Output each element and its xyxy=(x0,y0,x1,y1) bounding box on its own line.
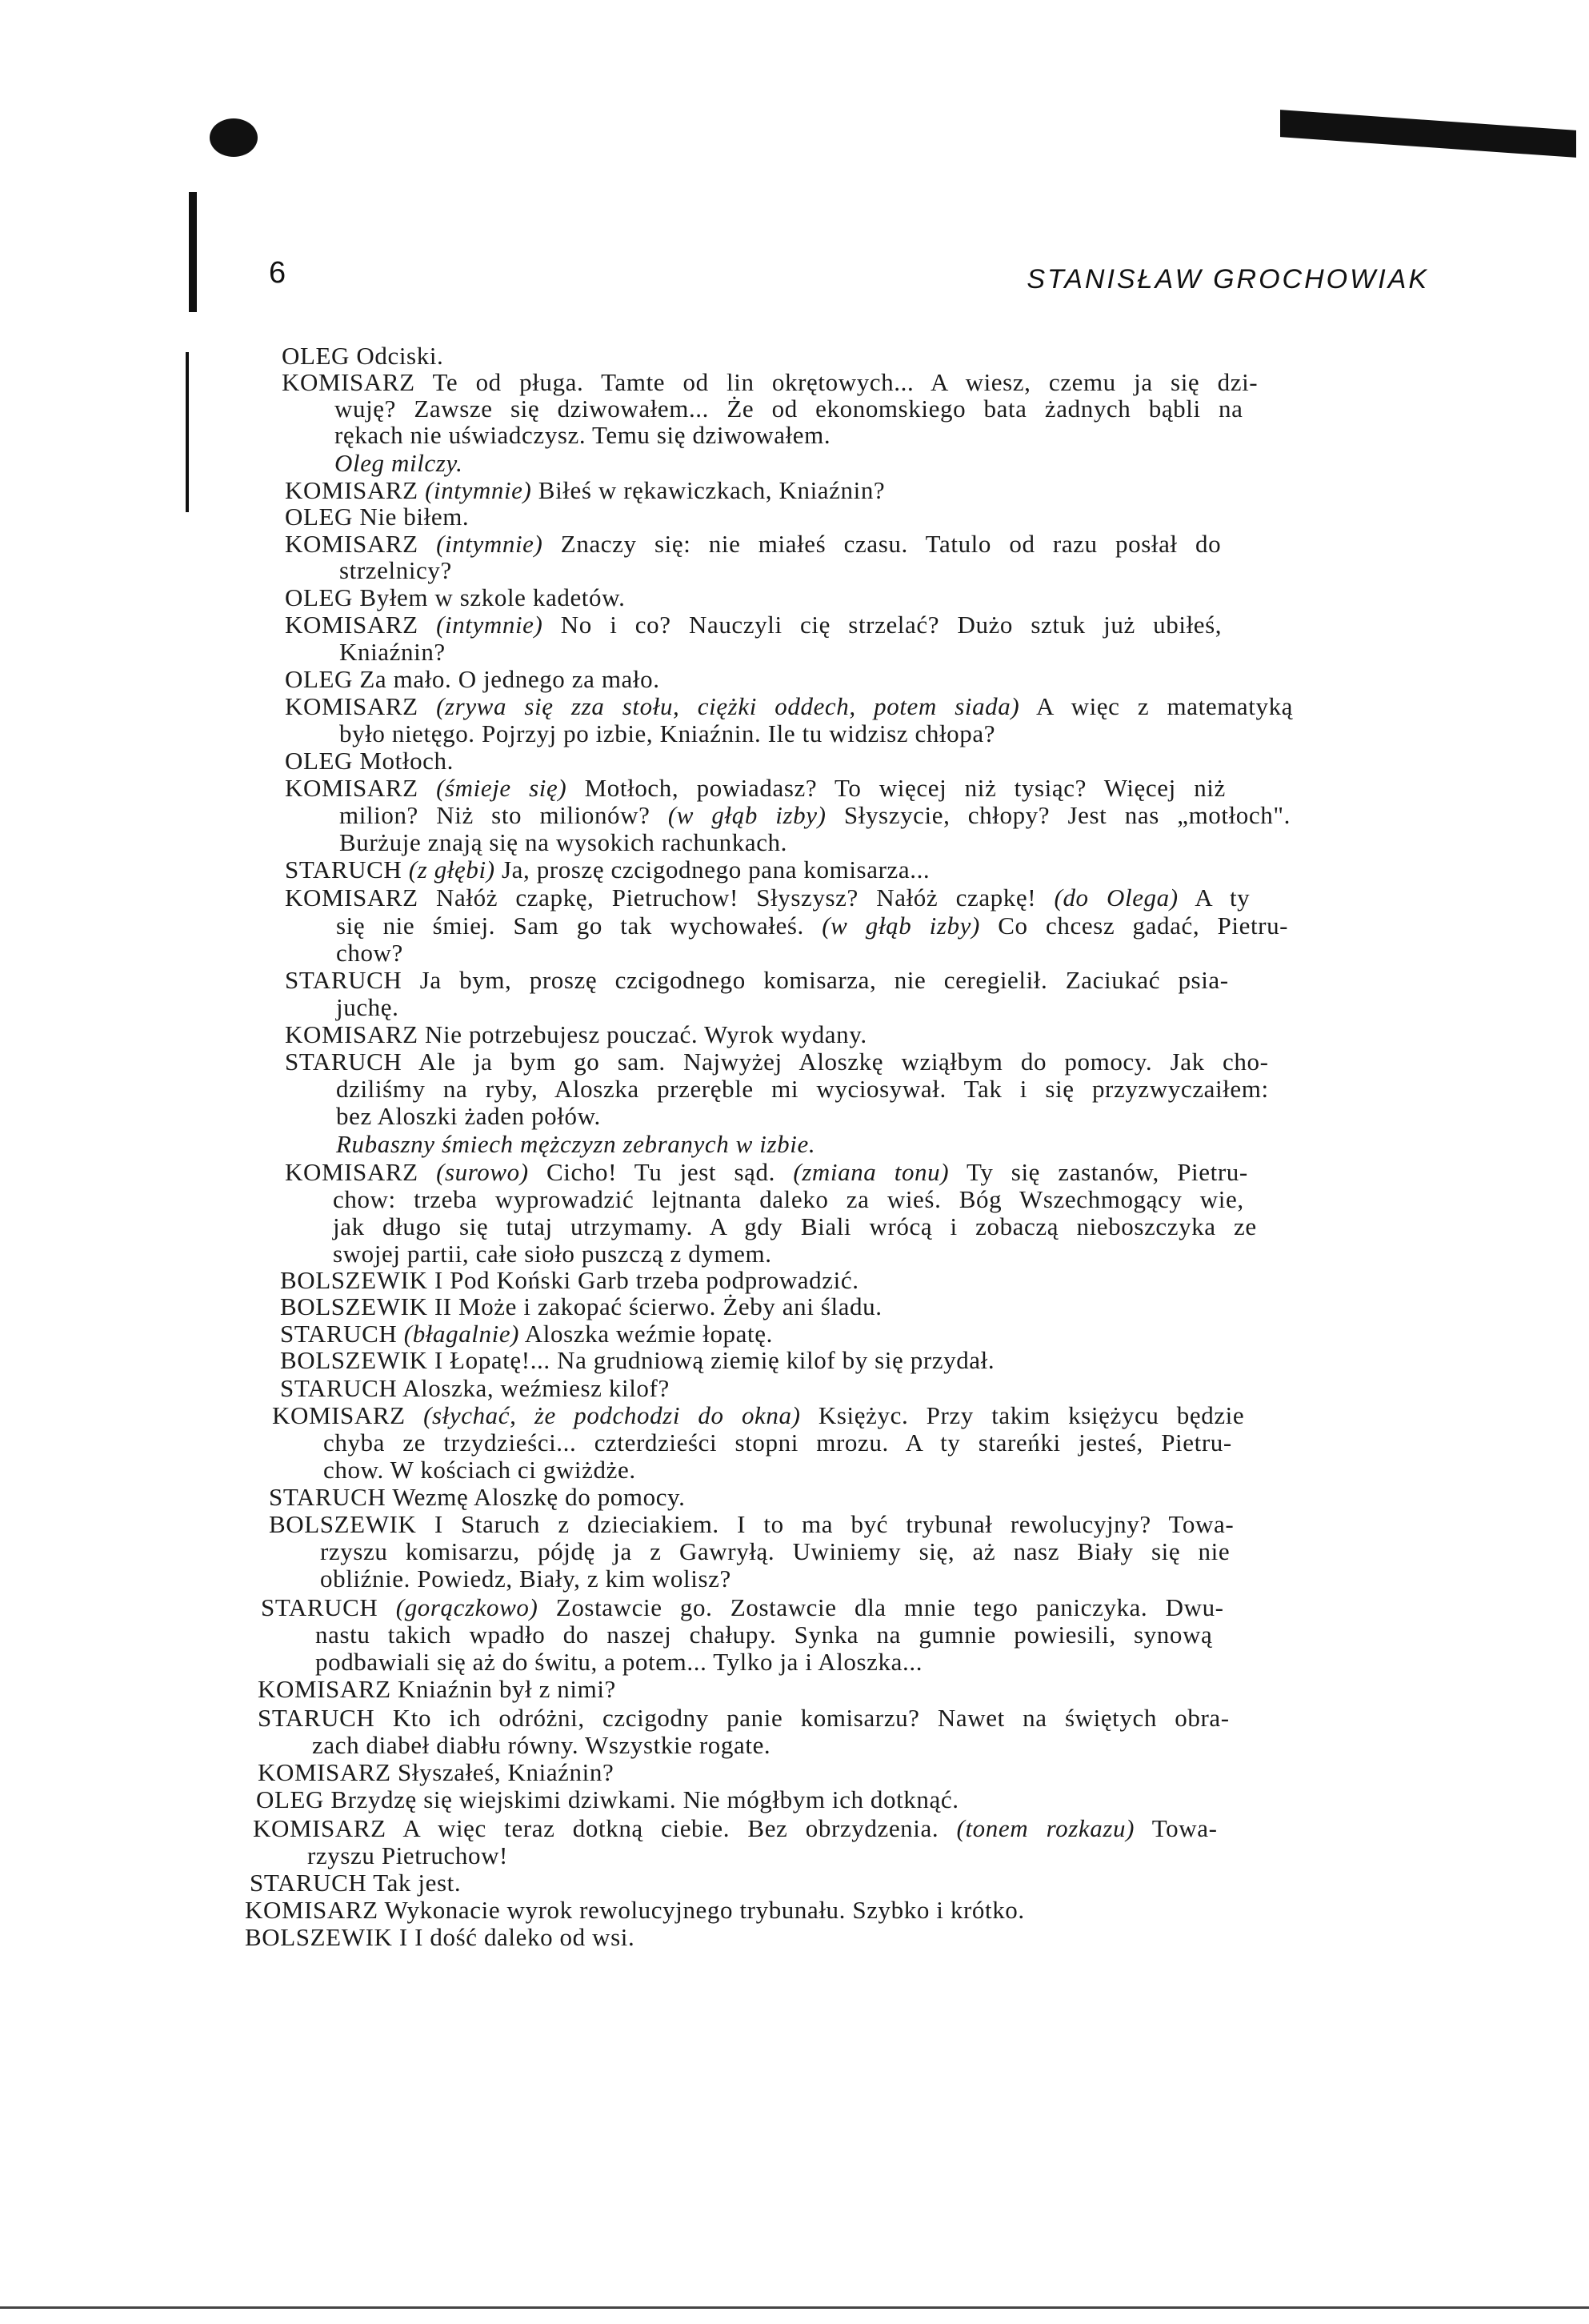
text-line xyxy=(272,1402,1244,1429)
line-text: milion? Niż sto milionów? xyxy=(339,801,668,829)
line-text: jak długo się tutaj utrzymamy. A gdy Biali wrócą i zobaczą nieboszczyka ze xyxy=(333,1212,1257,1240)
scan-line-bottom xyxy=(0,2306,1589,2309)
line-text: KOMISARZ Wykonacie wyrok rewolucyjnego trybunału. Szybko i krótko. xyxy=(245,1896,1025,1924)
line-text: Biłeś w rękawiczkach, Kniaźnin? xyxy=(531,476,886,504)
line-text: KOMISARZ Te od pługa. Tamte od lin okrętowych... A wiesz, czemu ja się dzi- xyxy=(282,368,1259,396)
text-line xyxy=(245,1897,1025,1924)
stage-direction: (zmiana tonu) xyxy=(793,1158,950,1186)
line-text: KOMISARZ xyxy=(285,476,426,504)
line-text: Burżuje znają się na wysokich rachunkach. xyxy=(339,828,788,856)
line-text: dziliśmy na ryby, Aloszka przeręble mi wyciosywał. Tak i się przyzwyczaiłem: xyxy=(336,1075,1269,1103)
text-line xyxy=(285,666,660,693)
text-line xyxy=(261,1594,1224,1621)
stage-direction: (z głębi) xyxy=(408,855,495,884)
line-text: chow: trzeba wyprowadzić lejtnanta daleko za wieś. Bóg Wszechmogący wie, xyxy=(333,1185,1244,1213)
text-line xyxy=(315,1649,923,1676)
stage-direction: (intymnie) xyxy=(436,611,543,639)
line-text: BOLSZEWIK I Staruch z dzieciakiem. I to ma być trybunał rewolucyjny? Towa- xyxy=(269,1510,1235,1538)
text-line xyxy=(333,1186,1244,1213)
line-text: Aloszka weźmie łopatę. xyxy=(519,1320,773,1348)
line-text: OLEG Za mało. O jednego za mało. xyxy=(285,665,660,693)
line-text: STARUCH Kto ich odróżni, czcigodny panie komisarzu? Nawet na świętych obra- xyxy=(258,1704,1230,1732)
line-text: KOMISARZ xyxy=(285,530,437,558)
text-line xyxy=(336,1076,1269,1103)
line-text: zach diabeł diabłu równy. Wszystkie rogate. xyxy=(312,1731,771,1759)
text-line xyxy=(282,343,443,370)
text-line xyxy=(269,1484,686,1511)
text-line xyxy=(250,1869,461,1897)
line-text: wuję? Zawsze się dziwowałem... Że od ekonomskiego bata żadnych bąbli na xyxy=(334,395,1243,423)
stage-direction: (śmieje się) xyxy=(436,774,567,802)
text-line xyxy=(334,422,831,449)
text-line xyxy=(280,1293,883,1320)
text-line xyxy=(334,450,462,477)
text-line xyxy=(323,1457,636,1484)
line-text: Kniaźnin? xyxy=(339,638,446,666)
line-text: rzyszu Pietruchow! xyxy=(307,1841,508,1869)
text-line xyxy=(323,1429,1232,1457)
text-line xyxy=(280,1347,995,1374)
line-text: OLEG Odciski. xyxy=(282,342,444,370)
stage-direction: (do Olega) xyxy=(1054,884,1179,912)
line-text: A więc z matematyką xyxy=(1019,692,1294,720)
line-text: KOMISARZ A więc teraz dotkną ciebie. Bez obrzydzenia. xyxy=(253,1814,957,1842)
stage-direction: Oleg milczy. xyxy=(334,449,463,477)
text-line xyxy=(336,1131,815,1158)
line-text: BOLSZEWIK II Może i zakopać ścierwo. Żeby ani śladu. xyxy=(280,1292,883,1320)
line-text: BOLSZEWIK I Łopatę!... Na grudniową ziemię kilof by się przydał. xyxy=(280,1346,995,1374)
line-text: rękach nie uświadczysz. Temu się dziwowałem. xyxy=(334,421,831,449)
text-line xyxy=(253,1815,1218,1842)
text-line xyxy=(312,1732,770,1759)
line-text: STARUCH Aloszka, weźmiesz kilof? xyxy=(280,1374,670,1402)
text-line xyxy=(315,1621,1212,1649)
line-text: nastu takich wpadło do naszej chałupy. Synka na gumnie powiesili, synową xyxy=(315,1621,1213,1649)
line-text: swojej partii, całe sioło puszczą z dymem. xyxy=(333,1240,772,1268)
scan-mark-top-right xyxy=(1280,110,1576,158)
text-line xyxy=(336,940,403,967)
text-line xyxy=(336,1103,601,1130)
stage-direction: (słychać, że podchodzi do okna) xyxy=(423,1401,801,1429)
stage-direction: (zrywa się zza stołu, ciężki oddech, potem siada) xyxy=(436,692,1020,720)
line-text: STARUCH xyxy=(285,855,409,884)
line-text: chyba ze trzydzieści... czterdzieści stopni mrozu. A ty stareńki jesteś, Pietru- xyxy=(323,1428,1232,1457)
text-line xyxy=(333,1240,772,1268)
text-line xyxy=(307,1842,508,1869)
text-line xyxy=(285,584,625,611)
stage-direction: (tonem rozkazu) xyxy=(956,1814,1135,1842)
scan-smudge-top-left xyxy=(210,118,258,157)
line-text: juchę. xyxy=(336,993,399,1021)
line-text: Księżyc. Przy takim księżycu będzie xyxy=(800,1401,1245,1429)
line-text: OLEG Brzydzę się wiejskimi dziwkami. Nie mógłbym ich dotknąć. xyxy=(256,1785,959,1813)
text-line xyxy=(320,1565,731,1593)
line-text: BOLSZEWIK I Pod Koński Garb trzeba podprowadzić. xyxy=(280,1266,859,1294)
text-line xyxy=(320,1538,1230,1565)
text-line xyxy=(282,369,1258,396)
line-text: Znaczy się: nie miałeś czasu. Tatulo od razu posłał do xyxy=(542,530,1222,558)
line-text: KOMISARZ xyxy=(272,1401,424,1429)
text-line xyxy=(285,856,930,884)
line-text: OLEG Nie biłem. xyxy=(285,503,470,531)
text-line xyxy=(336,912,1288,940)
text-line xyxy=(336,994,398,1021)
text-line xyxy=(285,967,1229,994)
scan-mark-left-margin xyxy=(186,352,189,512)
text-line xyxy=(333,1213,1257,1240)
text-line xyxy=(258,1759,614,1786)
line-text: KOMISARZ xyxy=(285,1158,437,1186)
stage-direction: (gorączkowo) xyxy=(395,1593,538,1621)
line-text: STARUCH Wezmę Aloszkę do pomocy. xyxy=(269,1483,686,1511)
text-line xyxy=(285,503,469,531)
text-line xyxy=(280,1375,670,1402)
text-line xyxy=(339,829,787,856)
line-text: STARUCH xyxy=(280,1320,404,1348)
line-text: KOMISARZ xyxy=(285,692,437,720)
line-text: Co chcesz gadać, Pietru- xyxy=(979,912,1289,940)
stage-direction: (w głąb izby) xyxy=(822,912,980,940)
line-text: strzelnicy? xyxy=(339,556,452,584)
line-text: KOMISARZ Słyszałeś, Kniaźnin? xyxy=(258,1758,614,1786)
line-text: BOLSZEWIK I I dość daleko od wsi. xyxy=(245,1923,635,1951)
line-text: Zostawcie go. Zostawcie dla mnie tego paniczyka. Dwu- xyxy=(538,1593,1224,1621)
line-text: bez Aloszki żaden połów. xyxy=(336,1102,601,1130)
line-text: rzyszu komisarzu, pójdę ja z Gawryłą. Uwiniemy się, aż nasz Biały się nie xyxy=(320,1537,1231,1565)
text-line xyxy=(285,477,885,504)
text-line xyxy=(285,1021,867,1048)
line-text: było nietęgo. Pojrzyj po izbie, Kniaźnin. Ile tu widzisz chłopa? xyxy=(339,719,996,747)
line-text: KOMISARZ xyxy=(285,774,437,802)
text-line xyxy=(285,611,1222,639)
text-line xyxy=(258,1676,616,1703)
text-line xyxy=(258,1705,1230,1732)
line-text: KOMISARZ Kniaźnin był z nimi? xyxy=(258,1675,616,1703)
text-line xyxy=(256,1786,959,1813)
text-line xyxy=(285,884,1250,912)
line-text: chow. W kościach ci gwiżdże. xyxy=(323,1456,636,1484)
scan-mark-left-edge xyxy=(189,192,197,312)
line-text: KOMISARZ xyxy=(285,611,437,639)
stage-direction: (intymnie) xyxy=(436,530,543,558)
line-text: Ja, proszę czcigodnego pana komisarza... xyxy=(494,855,931,884)
text-line xyxy=(245,1924,634,1951)
text-line xyxy=(280,1320,773,1348)
text-line xyxy=(334,395,1243,423)
stage-direction: (w głąb izby) xyxy=(667,801,827,829)
line-text: KOMISARZ Nałóż czapkę, Pietruchow! Słyszysz? Nałóż czapkę! xyxy=(285,884,1055,912)
line-text: No i co? Nauczyli cię strzelać? Dużo sztuk już ubiłeś, xyxy=(542,611,1223,639)
text-line xyxy=(280,1267,859,1294)
line-text: OLEG Motłoch. xyxy=(285,747,454,775)
line-text: STARUCH Ale ja bym go sam. Najwyżej Aloszkę wziąłbym do pomocy. Jak cho- xyxy=(285,1048,1269,1076)
line-text: Motłoch, powiadasz? To więcej niż tysiąc? Więcej niż xyxy=(566,774,1226,802)
stage-direction: Rubaszny śmiech mężczyzn zebranych w izbie. xyxy=(336,1130,816,1158)
running-head: STANISŁAW GROCHOWIAK xyxy=(1027,264,1429,295)
line-text: obliźnie. Powiedz, Biały, z kim wolisz? xyxy=(320,1565,731,1593)
text-line xyxy=(269,1511,1234,1538)
line-text: podbawiali się aż do świtu, a potem... Tylko ja i Aloszka... xyxy=(315,1648,923,1676)
stage-direction: (surowo) xyxy=(436,1158,529,1186)
page-number: 6 xyxy=(269,256,286,290)
text-line xyxy=(339,720,995,747)
text-line xyxy=(339,639,446,666)
text-line xyxy=(285,693,1293,720)
line-text: Towa- xyxy=(1135,1814,1218,1842)
line-text: STARUCH xyxy=(261,1593,396,1621)
text-line xyxy=(285,531,1221,558)
text-line xyxy=(285,775,1226,802)
line-text: OLEG Byłem w szkole kadetów. xyxy=(285,583,626,611)
line-text: KOMISARZ Nie potrzebujesz pouczać. Wyrok wydany. xyxy=(285,1020,867,1048)
text-line xyxy=(339,802,1291,829)
text-line xyxy=(285,1159,1248,1186)
text-line xyxy=(285,747,454,775)
stage-direction: (błagalnie) xyxy=(403,1320,520,1348)
line-text: Słyszycie, chłopy? Jest nas „motłoch". xyxy=(826,801,1291,829)
stage-direction: (intymnie) xyxy=(425,476,532,504)
line-text: STARUCH Ja bym, proszę czcigodnego komisarza, nie ceregielił. Zaciukać psia- xyxy=(285,966,1229,994)
text-line xyxy=(285,1048,1269,1076)
line-text: STARUCH Tak jest. xyxy=(250,1869,462,1897)
line-text: Ty się zastanów, Pietru- xyxy=(949,1158,1248,1186)
line-text: chow? xyxy=(336,939,403,967)
line-text: się nie śmiej. Sam go tak wychowałeś. xyxy=(336,912,823,940)
line-text: A ty xyxy=(1178,884,1251,912)
line-text: Cicho! Tu jest sąd. xyxy=(528,1158,794,1186)
text-line xyxy=(339,557,452,584)
